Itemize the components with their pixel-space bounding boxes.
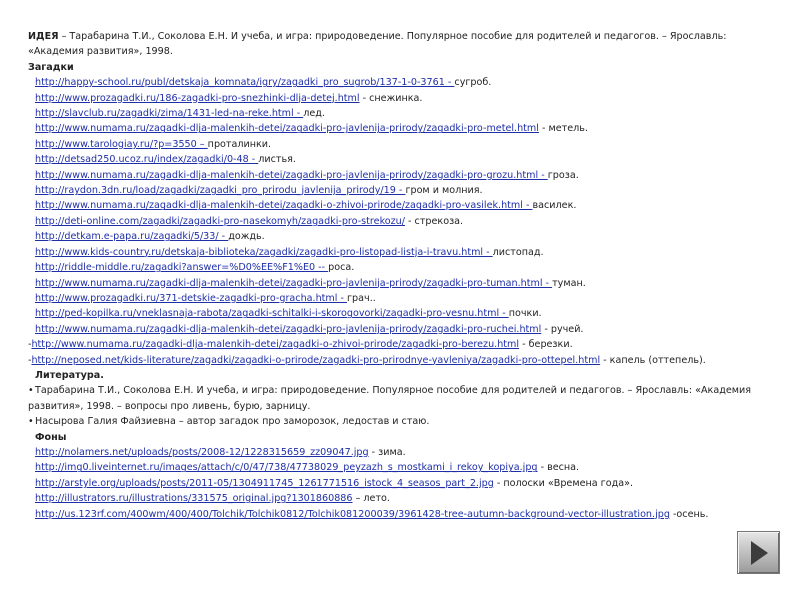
list-item bbox=[28, 152, 780, 167]
source-link[interactable]: http://us.123rf.com/400wm/400/400/Tolchik/Tolchik0812/Tolchik081200039/3961428-tree-autumn-background-vector-illustration.jpg bbox=[35, 508, 670, 520]
link-description: роса. bbox=[328, 262, 355, 274]
link-description: -осень. bbox=[669, 508, 709, 520]
list-item bbox=[28, 276, 780, 291]
source-link[interactable]: http://www.numama.ru/zagadki-dlja-malenkih-detei/zagadki-o-zhivoi-prirode/zagadki-pro-vasilek.html - bbox=[35, 200, 533, 212]
source-link[interactable]: http://img0.liveinternet.ru/images/attach/c/0/47/738/47738029_peyzazh_s_mostkami_i_rekoy_kopiya.jpg bbox=[35, 462, 538, 474]
source-link[interactable]: http://raydon.3dn.ru/load/zagadki/zagadki_pro_prirodu_javlenija_prirody/19 - bbox=[35, 185, 406, 197]
source-link[interactable]: http://www.prozagadki.ru/371-detskie-zagadki-pro-gracha.html - bbox=[35, 292, 348, 304]
link-description: проталинки. bbox=[207, 138, 272, 150]
link-description: туман. bbox=[552, 277, 586, 289]
backgrounds-list bbox=[28, 445, 780, 522]
list-item bbox=[28, 245, 780, 260]
link-description: листопад. bbox=[492, 246, 544, 258]
source-link[interactable]: http://www.numama.ru/zagadki-dlja-malenkih-detei/zagadki-pro-javlenija-prirody/zagadki-pro-metel.html bbox=[35, 123, 539, 135]
list-item bbox=[28, 214, 780, 229]
link-description: – лето. bbox=[352, 493, 390, 505]
source-link[interactable]: http://illustrators.ru/illustrations/331575_original.jpg?1301860886 bbox=[35, 493, 353, 505]
source-link[interactable]: http://neposed.net/kids-literature/zagadki/zagadki-o-prirode/zagadki-pro-prirodnye-yavleniya/zagadki-pro-ottepel.html bbox=[31, 354, 601, 366]
list-item bbox=[28, 229, 780, 244]
literature-text: Тарабарина Т.И., Соколова Е.Н. И учеба, и игра: природоведение. Популярное пособие для родителей и педагогов. – Ярославль: «Академия развития», 1998. – вопросы про ливень, бурю, зарницу. bbox=[28, 385, 751, 412]
intro-paragraph bbox=[28, 29, 780, 60]
list-item bbox=[28, 445, 780, 460]
list-item bbox=[28, 106, 780, 121]
link-description: - ручей. bbox=[541, 323, 584, 335]
source-link[interactable]: http://www.kids-country.ru/detskaja-biblioteka/zagadki/zagadki-pro-listopad-listja-i-travu.html - bbox=[35, 246, 493, 258]
link-description: - капель (оттепель). bbox=[600, 354, 706, 366]
list-item bbox=[28, 198, 780, 213]
list-item bbox=[28, 291, 780, 306]
source-link[interactable]: http://www.tarologiay.ru/?p=3550 – bbox=[35, 138, 208, 150]
source-link[interactable]: http://www.prozagadki.ru/186-zagadki-pro-snezhinki-dlja-detej.html bbox=[35, 92, 360, 104]
play-triangle-icon bbox=[751, 541, 768, 565]
literature-text: Насырова Галия Файзиевна – автор загадок про заморозок, ледостав и стаю. bbox=[35, 416, 430, 428]
link-description: - метель. bbox=[538, 123, 588, 135]
riddles-heading: Загадки bbox=[28, 61, 74, 73]
link-description: листья. bbox=[258, 154, 296, 166]
list-item bbox=[28, 460, 780, 475]
link-description: гром и молния. bbox=[405, 185, 483, 197]
bullet-icon: • bbox=[28, 416, 34, 428]
literature-item bbox=[28, 414, 780, 429]
source-link[interactable]: http://riddle-middle.ru/zagadki?answer=%D0%EE%F1%E0 -- bbox=[35, 262, 329, 274]
link-description: - березки. bbox=[519, 339, 573, 351]
list-item bbox=[28, 353, 780, 368]
riddles-list bbox=[28, 75, 780, 368]
source-link[interactable]: http://www.numama.ru/zagadki-dlja-malenkih-detei/zagadki-o-zhivoi-prirode/zagadki-pro-berezu.html bbox=[31, 339, 520, 351]
list-item bbox=[28, 75, 780, 90]
link-description: почки. bbox=[508, 308, 542, 320]
list-dash: - bbox=[28, 354, 32, 366]
intro-text: – Тарабарина Т.И., Соколова Е.Н. И учеба, и игра: природоведение. Популярное пособие для родителей и педагогов. – Ярославль: «Академия развития», 1998. bbox=[28, 31, 727, 58]
link-description: василек. bbox=[532, 200, 577, 212]
list-item bbox=[28, 168, 780, 183]
link-description: - снежинка. bbox=[359, 92, 423, 104]
list-dash: - bbox=[28, 339, 32, 351]
source-link[interactable]: http://www.numama.ru/zagadki-dlja-malenkih-detei/zagadki-pro-javlenija-prirody/zagadki-pro-tuman.html - bbox=[35, 277, 553, 289]
link-description: - полоски «Времена года». bbox=[493, 477, 634, 489]
backgrounds-heading: Фоны bbox=[35, 431, 67, 443]
link-description: дождь. bbox=[228, 231, 265, 243]
list-item bbox=[28, 491, 780, 506]
next-slide-button[interactable] bbox=[737, 531, 780, 574]
source-link[interactable]: http://nolamers.net/uploads/posts/2008-12/1228315659_zz09047.jpg bbox=[35, 446, 369, 458]
source-link[interactable]: http://happy-school.ru/publ/detskaja_komnata/igry/zagadki_pro_sugrob/137-1-0-3761 - bbox=[35, 77, 455, 89]
intro-label: ИДЕЯ bbox=[28, 31, 59, 42]
list-item bbox=[28, 183, 780, 198]
source-link[interactable]: http://www.numama.ru/zagadki-dlja-malenkih-detei/zagadki-pro-javlenija-prirody/zagadki-pro-ruchei.html bbox=[35, 323, 542, 335]
list-item bbox=[28, 306, 780, 321]
source-link[interactable]: http://www.numama.ru/zagadki-dlja-malenkih-detei/zagadki-pro-javlenija-prirody/zagadki-pro-grozu.html - bbox=[35, 169, 548, 181]
bullet-icon: • bbox=[28, 385, 34, 397]
link-description: - весна. bbox=[537, 462, 580, 474]
source-link[interactable]: http://slavclub.ru/zagadki/zima/1431-led-na-reke.html - bbox=[35, 108, 304, 120]
list-item bbox=[28, 91, 780, 106]
link-description: - зима. bbox=[368, 446, 406, 458]
list-item bbox=[28, 137, 780, 152]
literature-heading: Литература. bbox=[35, 369, 104, 381]
list-item bbox=[28, 337, 780, 352]
literature-item bbox=[28, 383, 780, 414]
link-description: сугроб. bbox=[454, 77, 492, 89]
list-item bbox=[28, 121, 780, 136]
link-description: грач.. bbox=[347, 292, 376, 304]
source-link[interactable]: http://ped-kopilka.ru/vneklasnaja-rabota/zagadki-schitalki-i-skorogovorki/zagadki-pro-vesnu.html - bbox=[35, 308, 509, 320]
link-description: - стрекоза. bbox=[405, 215, 464, 227]
link-description: лед. bbox=[303, 108, 325, 120]
source-link[interactable]: http://detsad250.ucoz.ru/index/zagadki/0-48 - bbox=[35, 154, 259, 166]
link-description: гроза. bbox=[547, 169, 579, 181]
source-link[interactable]: http://detkam.e-papa.ru/zagadki/5/33/ - bbox=[35, 231, 229, 243]
source-link[interactable]: http://arstyle.org/uploads/posts/2011-05/1304911745_1261771516_istock_4_seasos_part_2.jpg bbox=[35, 477, 494, 489]
list-item bbox=[28, 507, 780, 522]
document-body bbox=[28, 29, 780, 522]
source-link[interactable]: http://deti-online.com/zagadki/zagadki-pro-nasekomyh/zagadki-pro-strekozu/ bbox=[35, 215, 405, 227]
list-item bbox=[28, 322, 780, 337]
list-item bbox=[28, 476, 780, 491]
list-item bbox=[28, 260, 780, 275]
